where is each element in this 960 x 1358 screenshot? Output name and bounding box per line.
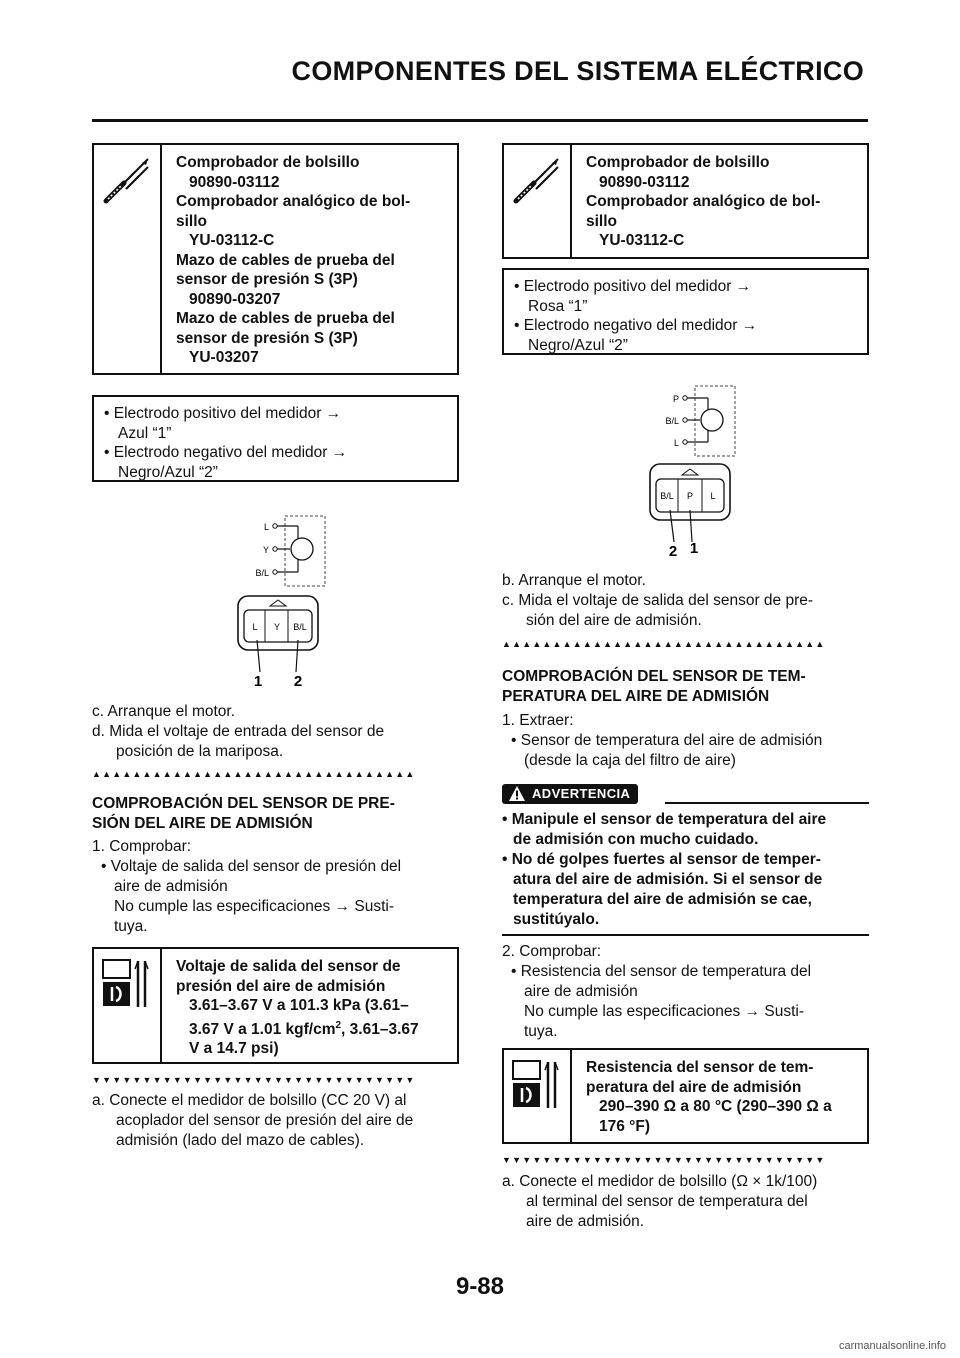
measure-box-left [92, 395, 459, 482]
procedure-start-marker: ▼▼▼▼▼▼▼▼▼▼▼▼▼▼▼▼▼▼▼▼▼▼▼▼▼▼▼▼▼▼▼▼ [502, 1155, 826, 1165]
procedure-end-marker: ▲▲▲▲▲▲▲▲▲▲▲▲▲▲▲▲▲▲▲▲▲▲▲▲▲▲▲▲▲▲▲▲ [92, 769, 416, 779]
tool-name: sillo [586, 212, 618, 230]
spec-title: Voltaje de salida del sensor de [176, 958, 401, 975]
spec-value: 290–390 Ω a 80 °C (290–390 Ω a [599, 1098, 832, 1115]
heading-line: COMPROBACIÓN DEL SENSOR DE TEM- [502, 668, 806, 685]
meter-lead-line: • Electrodo positivo del medidor → [104, 405, 342, 422]
tool-icon-cell [94, 145, 162, 373]
step-line: tuya. [524, 1023, 558, 1040]
tool-name: sensor de presión S (3P) [176, 271, 358, 288]
steps-c-d-left [92, 702, 462, 762]
tool-box-left [92, 143, 459, 375]
warning-line: temperatura del aire de admisión se cae, [513, 891, 812, 908]
pin-label: P [672, 394, 679, 404]
procedure-end-marker: ▲▲▲▲▲▲▲▲▲▲▲▲▲▲▲▲▲▲▲▲▲▲▲▲▲▲▲▲▲▲▲▲ [502, 639, 826, 649]
heading-line: PERATURA DEL AIRE DE ADMISIÓN [502, 688, 770, 705]
spec-value: V a 14.7 psi) [189, 1040, 279, 1058]
warning-line: • Manipule el sensor de temperatura del aire [502, 811, 827, 828]
step-line: No cumple las especificaciones → Susti- [114, 898, 394, 915]
meter-lead-color: Negro/Azul “2” [118, 463, 218, 481]
tool-code: YU-03112-C [599, 232, 685, 249]
step-line: • Voltaje de salida del sensor de presión del [101, 858, 402, 875]
step-line: 2. Comprobar: [502, 943, 602, 960]
section-heading-pressure-sensor [92, 794, 462, 834]
spec-title: Resistencia del sensor de tem- [586, 1059, 814, 1076]
pin-label: L [263, 522, 269, 532]
connector-diagram-left [230, 512, 340, 687]
step1-left [92, 837, 462, 937]
measure-box-right [502, 268, 869, 355]
steps-b-c-right [502, 571, 872, 631]
coupler-pin-label: L [710, 491, 716, 501]
spec-value: 3.61–3.67 V a 101.3 kPa (3.61– [189, 997, 409, 1014]
heading-line: COMPROBACIÓN DEL SENSOR DE PRE- [92, 795, 395, 812]
warning-text [502, 810, 874, 930]
tool-name: Comprobador de bolsillo [586, 154, 770, 171]
spec-box-left [92, 947, 459, 1064]
meter-lead-line: • Electrodo negativo del medidor → [104, 444, 348, 461]
warning-line: sustitúyalo. [513, 911, 600, 928]
tool-code: 90890-03112 [189, 173, 280, 191]
tool-name: sillo [176, 212, 208, 230]
coupler-pin-label: L [252, 622, 258, 632]
step-line: No cumple las especificaciones → Susti- [524, 1003, 804, 1020]
meter-lead-line: • Electrodo negativo del medidor → [514, 317, 758, 334]
callout-number: 1 [253, 673, 263, 687]
connector-diagram-right [640, 382, 750, 560]
procedure-start-marker: ▼▼▼▼▼▼▼▼▼▼▼▼▼▼▼▼▼▼▼▼▼▼▼▼▼▼▼▼▼▼▼▼ [92, 1075, 416, 1085]
step-line: sión del aire de admisión. [526, 612, 702, 629]
step-line: 1. Comprobar: [92, 838, 192, 855]
pin-label: B/L [665, 416, 679, 426]
warning-rule-bottom [502, 934, 869, 936]
sensor-symbol [701, 409, 723, 431]
step1-right [502, 711, 874, 771]
tool-name: Comprobador analógico de bol- [586, 193, 821, 210]
warning-line: • No dé golpes fuertes al sensor de temper- [502, 851, 821, 868]
tester-probe-icon [102, 155, 152, 205]
callout-number: 1 [689, 540, 699, 557]
callout-number: 2 [293, 673, 303, 687]
step-line: al terminal del sensor de temperatura del [526, 1193, 808, 1210]
step-line: • Resistencia del sensor de temperatura del [511, 963, 812, 980]
spec-title: peratura del aire de admisión [586, 1078, 802, 1096]
step-a-left [92, 1091, 467, 1151]
pin-label: B/L [255, 568, 269, 578]
tool-code: 90890-03207 [189, 290, 281, 308]
meter-lead-color: Negro/Azul “2” [528, 336, 628, 354]
spec-value: 176 °F) [599, 1117, 650, 1135]
pin-label: L [673, 438, 679, 448]
warning-rule-top [665, 802, 869, 804]
page-title: COMPONENTES DEL SISTEMA ELÉCTRICO [291, 56, 864, 86]
callout-number: 2 [668, 543, 678, 560]
header-rule [92, 119, 868, 122]
step-line: d. Mida el voltaje de entrada del sensor de [92, 723, 385, 740]
step-line: aire de admisión [114, 878, 228, 895]
step-line: admisión (lado del mazo de cables). [116, 1132, 365, 1149]
tool-name: Comprobador analógico de bol- [176, 193, 411, 210]
step-line: b. Arranque el motor. [502, 572, 646, 589]
coupler-pin-label: P [686, 491, 694, 501]
tool-icon-cell [504, 145, 572, 257]
spec-box-right [502, 1048, 869, 1144]
tool-name: Mazo de cables de prueba del [176, 310, 395, 327]
multimeter-spec-icon [102, 959, 152, 1009]
step-line: c. Arranque el motor. [92, 703, 236, 720]
step-line: aire de admisión [524, 983, 638, 1000]
coupler-pin-label: Y [273, 622, 281, 632]
tool-name: Comprobador de bolsillo [176, 154, 360, 171]
sensor-symbol [291, 538, 313, 560]
watermark: carmanualsonline.info [838, 1340, 946, 1352]
coupler-pin-label: B/L [293, 622, 307, 632]
heading-line: SIÓN DEL AIRE DE ADMISIÓN [92, 815, 313, 832]
meter-lead-color: Azul “1” [118, 424, 172, 442]
warning-triangle-icon [508, 785, 526, 803]
multimeter-spec-icon [512, 1060, 562, 1110]
page-number: 9-88 [455, 1273, 505, 1300]
coupler-pin-label: B/L [660, 491, 674, 501]
spec-icon-cell [94, 949, 162, 1062]
section-heading-temperature-sensor [502, 667, 872, 707]
tool-code: YU-03207 [189, 349, 259, 366]
step-line: acoplador del sensor de presión del aire de [116, 1112, 414, 1129]
step-line: posición de la mariposa. [116, 743, 284, 760]
step-line: • Sensor de temperatura del aire de admisión [511, 732, 823, 749]
tool-box-right [502, 143, 869, 259]
tool-code: YU-03112-C [189, 232, 275, 249]
step2-right [502, 942, 874, 1042]
spec-icon-cell [504, 1050, 572, 1142]
warning-label [502, 784, 638, 804]
spec-title: presión del aire de admisión [176, 977, 386, 995]
tool-name: sensor de presión S (3P) [176, 329, 358, 347]
step-line: (desde la caja del filtro de aire) [524, 752, 736, 769]
step-line: tuya. [114, 918, 148, 935]
warning-line: de admisión con mucho cuidado. [513, 831, 759, 848]
tool-name: Mazo de cables de prueba del [176, 251, 395, 269]
spec-value: 3.67 V a 1.01 kgf/$cm^2$, 3.61–3.67 [189, 1019, 419, 1038]
meter-lead-line: • Electrodo positivo del medidor → [514, 278, 752, 295]
pin-label: Y [262, 545, 269, 555]
step-a-right [502, 1172, 877, 1232]
warning-label-text: ADVERTENCIA [532, 786, 631, 801]
step-line: a. Conecte el medidor de bolsillo (CC 20 V) al [92, 1092, 407, 1109]
step-line: 1. Extraer: [502, 712, 574, 729]
meter-lead-color: Rosa “1” [528, 297, 588, 315]
tester-probe-icon [512, 155, 562, 205]
tool-code: 90890-03112 [599, 173, 690, 191]
warning-line: atura del aire de admisión. Si el sensor de [513, 871, 823, 888]
step-line: aire de admisión. [526, 1213, 645, 1230]
step-line: a. Conecte el medidor de bolsillo (Ω × 1k/100) [502, 1173, 818, 1190]
step-line: c. Mida el voltaje de salida del sensor de pre- [502, 592, 814, 609]
